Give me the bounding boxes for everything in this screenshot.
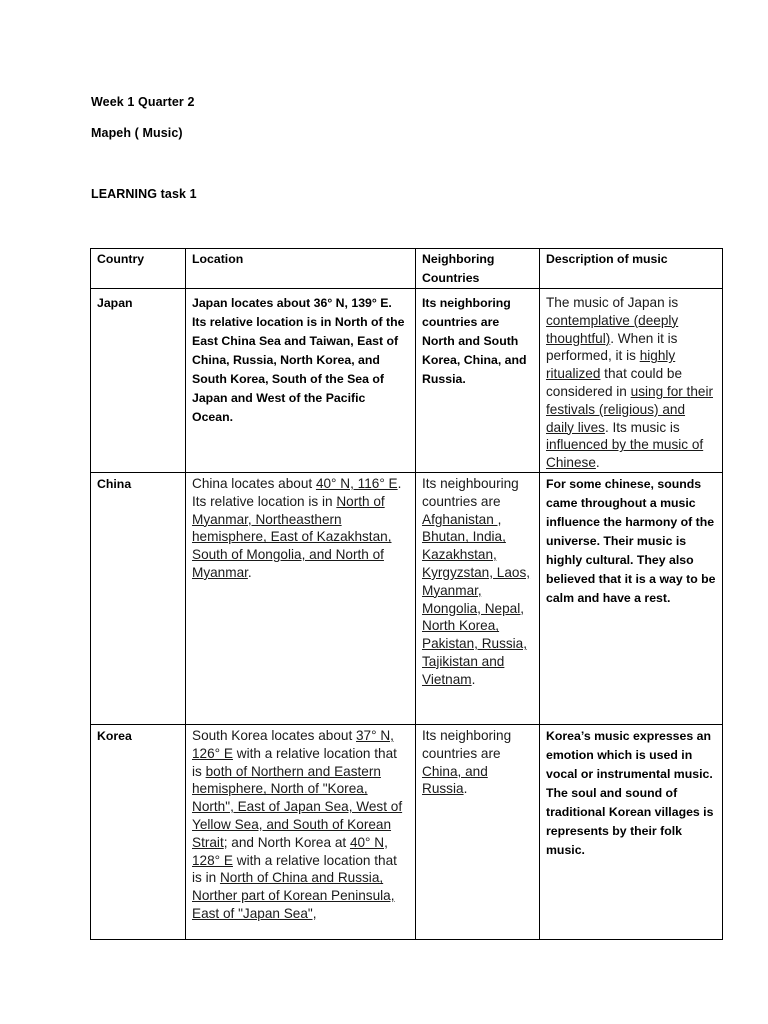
underlined-text: contemplative (deeply thoughtful) <box>546 312 679 346</box>
text-run: . <box>463 781 468 797</box>
country-cell-japan: Japan <box>91 289 186 473</box>
underlined-text: North of China and Russia, Norther part of Korean Peninsula, East of "Japan Sea", <box>192 870 395 921</box>
underlined-text: 37° N, 126° E <box>192 727 394 761</box>
neighbors-cell-china <box>416 472 540 724</box>
column-header-location: Location <box>186 249 416 289</box>
text-run: . Its music is <box>604 419 680 435</box>
learning-task-table <box>90 248 723 940</box>
week-heading: Week 1 Quarter 2 <box>91 95 195 109</box>
country-cell-korea: Korea <box>91 724 186 939</box>
column-header-country: Country <box>91 249 186 289</box>
underlined-text: 40° N, 128° E <box>192 834 388 868</box>
column-header-music: Description of music <box>540 249 723 289</box>
task-heading: LEARNING task 1 <box>91 187 197 201</box>
neighbors-cell-korea <box>416 724 540 939</box>
text-run: . <box>471 671 476 687</box>
underlined-text: influenced by the music of Chinese <box>546 437 704 471</box>
text-run: . <box>595 455 600 471</box>
underlined-text: China, and Russia <box>422 763 488 797</box>
text-run: Its neighbouring countries are <box>422 475 519 509</box>
location-cell-japan: Japan locates about 36° N, 139° E. Its relative location is in North of the East China Sea and Taiwan, East of China, Russia, North Korea, and South Korea, South of the Sea of Japan and West of the Pacific Ocean. <box>186 289 416 473</box>
text-run: South Korea locates about <box>192 727 356 743</box>
underlined-text: 40° N, 116° E <box>315 475 398 491</box>
table-row <box>91 724 723 939</box>
text-run: ; and North Korea at <box>223 834 350 850</box>
text-run: . <box>247 564 252 580</box>
text-run: with a relative location that is in <box>192 852 397 886</box>
music-cell-china: For some chinese, sounds came throughout a music influence the harmony of the universe. Their music is highly cultural. They also believed that it is a way to be calm and have a rest. <box>540 472 723 724</box>
underlined-text: North of Myanmar, Northeasthern hemisphere, East of Kazakhstan, South of Mongolia, and North of Myanmar <box>192 493 392 580</box>
text-run: . When it is performed, it is <box>546 330 678 364</box>
underlined-text: Afghanistan , Bhutan, India, Kazakhstan, Kyrgyzstan, Laos, Myanmar, Mongolia, Nepal, North Korea, Pakistan, Russia, Tajikistan and Vietnam <box>422 511 531 687</box>
music-cell-korea: Korea’s music expresses an emotion which is used in vocal or instrumental music. The soul and sound of traditional Korean villages is represents by their folk music. <box>540 724 723 939</box>
subject-heading: Mapeh ( Music) <box>91 126 183 140</box>
text-run: . Its relative location is in <box>192 475 402 509</box>
table-row <box>91 472 723 724</box>
text-run: with a relative location that is <box>192 745 397 779</box>
country-cell-china: China <box>91 472 186 724</box>
underlined-text: highly ritualized <box>546 348 676 382</box>
underlined-text: using for their festivals (religious) and daily lives <box>546 383 713 435</box>
text-run: that could be considered in <box>546 366 683 399</box>
underlined-text: both of Northern and Eastern hemisphere, North of "Korea, North", East of Japan Sea, West of Yellow Sea, and South of Korean Strait <box>192 763 403 850</box>
table-row <box>91 289 723 473</box>
text-run: The music of Japan is <box>546 295 679 310</box>
music-cell-japan <box>540 289 723 473</box>
text-run: China locates about <box>192 475 316 491</box>
table-header-row <box>91 249 723 289</box>
text-run: Its neighboring countries are <box>422 727 512 761</box>
location-cell-china <box>186 472 416 724</box>
column-header-neighbors: Neighboring Countries <box>416 249 540 289</box>
location-cell-korea <box>186 724 416 939</box>
neighbors-cell-japan: Its neighboring countries are North and South Korea, China, and Russia. <box>416 289 540 473</box>
